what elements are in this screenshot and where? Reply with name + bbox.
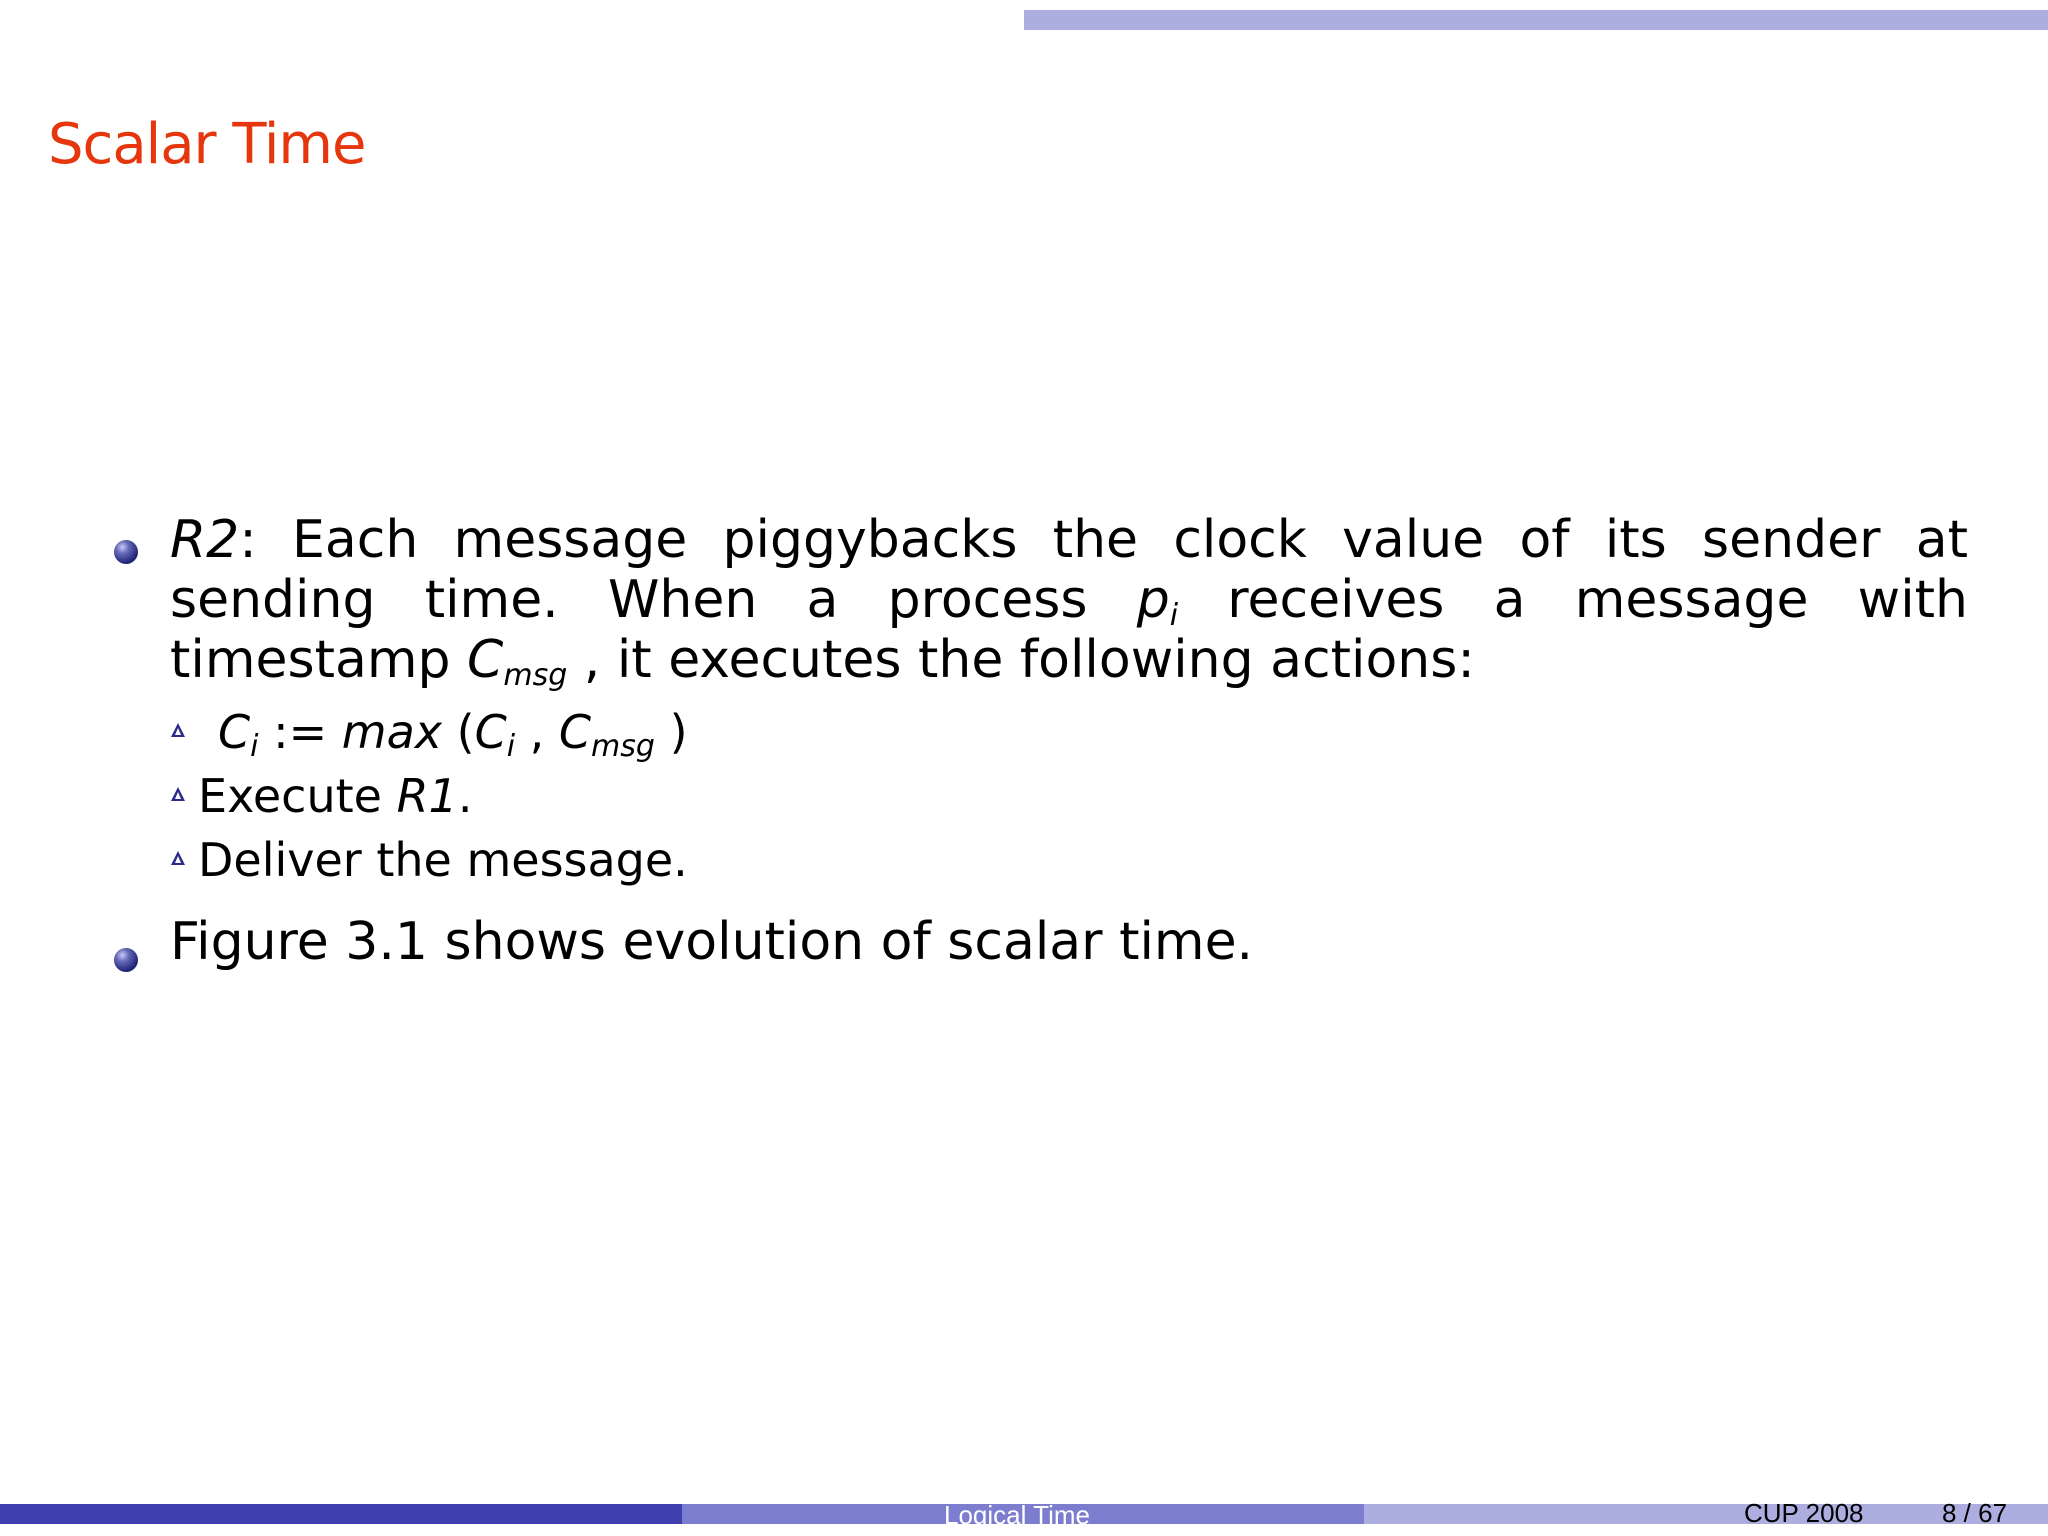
math-sub: i [250, 729, 259, 764]
sub-item [170, 700, 1968, 764]
text-run: , [515, 705, 559, 759]
math-var: p [1136, 570, 1170, 630]
footer-right [1364, 1498, 2048, 1528]
bullet-item [110, 912, 1968, 972]
text-run: , it executes the following actions: [567, 630, 1475, 690]
sub-text [198, 764, 1968, 828]
sub-item [170, 764, 1968, 828]
bullet-ball-icon [114, 948, 138, 972]
footer-section-title: Logical Time [944, 1500, 1090, 1530]
text-run: . [457, 769, 473, 823]
math-var: C [467, 630, 504, 690]
sub-item [170, 828, 1968, 892]
slide-title: Scalar Time [48, 112, 366, 177]
footer-middle [682, 1500, 1364, 1530]
math-sub: msg [591, 729, 655, 764]
footer-bar [0, 1498, 2048, 1530]
math-var: C [474, 705, 507, 759]
footer-org: CUP 2008 [1744, 1498, 1864, 1528]
text-run: : Each message piggybacks the clock value of its sender at sending time. When a process [170, 510, 1968, 630]
header-bar [1024, 10, 2048, 30]
bullet-text: Figure 3.1 shows evolution of scalar time. [170, 912, 1254, 972]
sub-list [170, 700, 1968, 892]
footer-left [0, 1504, 682, 1524]
math-sub: msg [503, 658, 568, 693]
text-run: ) [654, 705, 688, 759]
bullet-ball-icon [114, 540, 138, 564]
math-var: C [218, 705, 251, 759]
sub-text [218, 700, 1968, 764]
text-run: ( [442, 705, 475, 759]
math-sub: i [506, 729, 516, 764]
text-run: := [258, 705, 342, 759]
page-number: 8 / 67 [1942, 1498, 2008, 1528]
math-sub: i [1169, 598, 1179, 633]
triangle-bullet-icon [170, 850, 186, 866]
sub-text [198, 828, 1968, 892]
slide-content [110, 510, 1968, 972]
triangle-bullet-icon [170, 722, 186, 738]
text-run: Deliver the message. [198, 833, 688, 887]
rule-label: R1 [396, 769, 458, 823]
rule-label: R2 [170, 510, 240, 570]
math-var: C [558, 705, 592, 759]
bullet-item [110, 510, 1968, 693]
text-run: Execute [198, 769, 397, 823]
triangle-bullet-icon [170, 786, 186, 802]
math-func: max [341, 705, 442, 759]
bullet-text [170, 510, 1968, 693]
text-run: receives a message with timestamp [170, 570, 1968, 690]
